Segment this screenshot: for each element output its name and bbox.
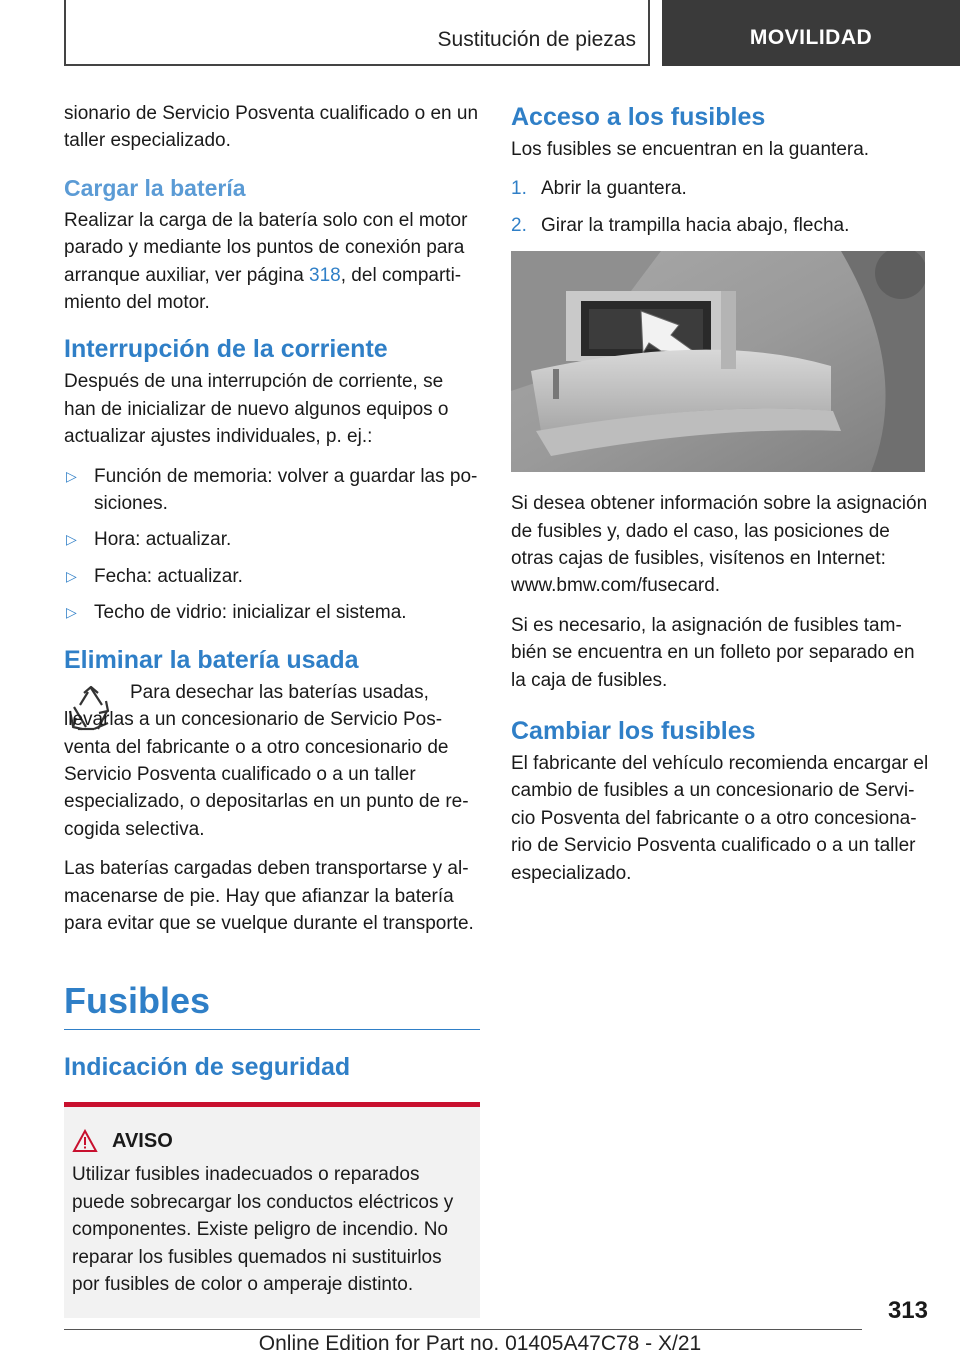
page-link-318[interactable]: 318 — [309, 264, 341, 286]
heading-cambiar-fusibles: Cambiar los fusibles — [511, 717, 756, 746]
list-item — [64, 599, 480, 626]
triangle-bullet-icon: ▷ — [66, 604, 77, 621]
list-item-text: Fecha: actualizar. — [94, 565, 243, 587]
footer-edition: Online Edition for Part no. 01405A47C78 - X/21 — [258, 1332, 702, 1355]
info-paragraph-1: Si desea obtener información sobre la asignación de fusibles y, dado el caso, las posiciones de otras cajas de fusibles, visítenos en Internet: www.bmw.com/fusecard. — [511, 493, 928, 597]
cambiar-paragraph: El fabricante del vehículo recomienda encargar el cambio de fusibles a un concesionario de Servicio Posventa del fabricante o a otro concesionario de Servicio Posventa cualificado o a un taller especializado. — [511, 753, 929, 884]
warning-label: AVISO — [112, 1129, 173, 1152]
heading-acceso-fusibles: Acceso a los fusibles — [511, 103, 766, 131]
warning-triangle-icon — [72, 1129, 98, 1153]
warning-header — [72, 1129, 472, 1153]
list-item — [64, 463, 480, 518]
header-rule-divider — [648, 0, 650, 66]
header-chapter-tab[interactable]: MOVILIDAD — [662, 0, 960, 66]
heading-indicacion-seguridad: Indicación de seguridad — [64, 1053, 351, 1082]
page-number: 313 — [887, 1297, 928, 1324]
interrupcion-paragraph: Después de una interrupción de corriente, se han de inicializar de nuevo algunos equipos o actualizar ajustes individuales, p. ej.: — [64, 371, 449, 448]
heading-fusibles: Fusibles — [64, 981, 480, 1030]
intro-paragraph: sionario de Servicio Posventa cualificado o en un taller especializado. — [64, 103, 479, 152]
heading-interrupcion: Interrupción de la corriente — [64, 335, 388, 364]
list-item — [64, 563, 480, 590]
info-paragraph-2: Si es necesario, la asignación de fusibles también se encuentra en un folleto por separado en la caja de fusibles. — [511, 614, 915, 691]
glovebox-photo — [511, 251, 925, 472]
interrupcion-list — [64, 463, 480, 627]
header-rule-left — [64, 0, 66, 66]
eliminar-paragraph-1: Para desechar las baterías usadas, llevarlas a un concesionario de Servicio Posventa del fabricante o a otro concesionario de Servicio Posventa cualificado o a un taller especializado, o depositarlas en un punto de recogida selectiva. — [64, 681, 469, 840]
step-number: 1. — [511, 178, 527, 200]
step-number: 2. — [511, 214, 527, 236]
acceso-steps — [511, 175, 929, 239]
list-item-text: Hora: actualizar. — [94, 529, 232, 551]
cargar-text: Realizar la carga de la batería solo con el motor parado y mediante los puntos de conexión para arranque auxiliar, ver página — [64, 209, 468, 286]
step-text: Abrir la guantera. — [541, 178, 687, 200]
header-rule-bottom — [64, 64, 650, 66]
step-text: Girar la trampilla hacia abajo, flecha. — [541, 214, 850, 236]
heading-eliminar-bateria: Eliminar la batería usada — [64, 645, 359, 674]
cargar-paragraph — [64, 207, 480, 317]
heading-cargar-bateria: Cargar la batería — [64, 174, 246, 201]
list-item — [511, 175, 929, 202]
left-column — [64, 100, 480, 1318]
eliminar-paragraph-2: Las baterías cargadas deben transportarse y almacenarse de pie. Hay que afianzar la batería para evitar que se vuelque durante el transporte. — [64, 858, 474, 934]
footer-rule — [64, 1329, 862, 1330]
header-section-title: Sustitución de piezas — [437, 28, 636, 51]
list-item-text: Función de memoria: volver a guardar las posiciones. — [94, 465, 478, 515]
triangle-bullet-icon: ▷ — [66, 567, 77, 584]
warning-text: Utilizar fusibles inadecuados o reparados puede sobrecargar los conductos eléctricos y componentes. Existe peligro de incendio. No reparar los fusibles quemados ni sustituirlos por fusibles de color o amperaje distinto. — [72, 1164, 454, 1295]
triangle-bullet-icon: ▷ — [66, 467, 77, 484]
list-item — [64, 526, 480, 553]
list-item-text: Techo de vidrio: inicializar el sistema. — [94, 602, 407, 624]
right-column — [511, 100, 929, 899]
warning-box — [64, 1102, 480, 1318]
triangle-bullet-icon: ▷ — [66, 531, 77, 548]
acceso-paragraph: Los fusibles se encuentran en la guantera. — [511, 139, 870, 160]
cargar-text-end: , del compartimiento del motor. — [64, 264, 462, 314]
list-item — [511, 212, 929, 239]
